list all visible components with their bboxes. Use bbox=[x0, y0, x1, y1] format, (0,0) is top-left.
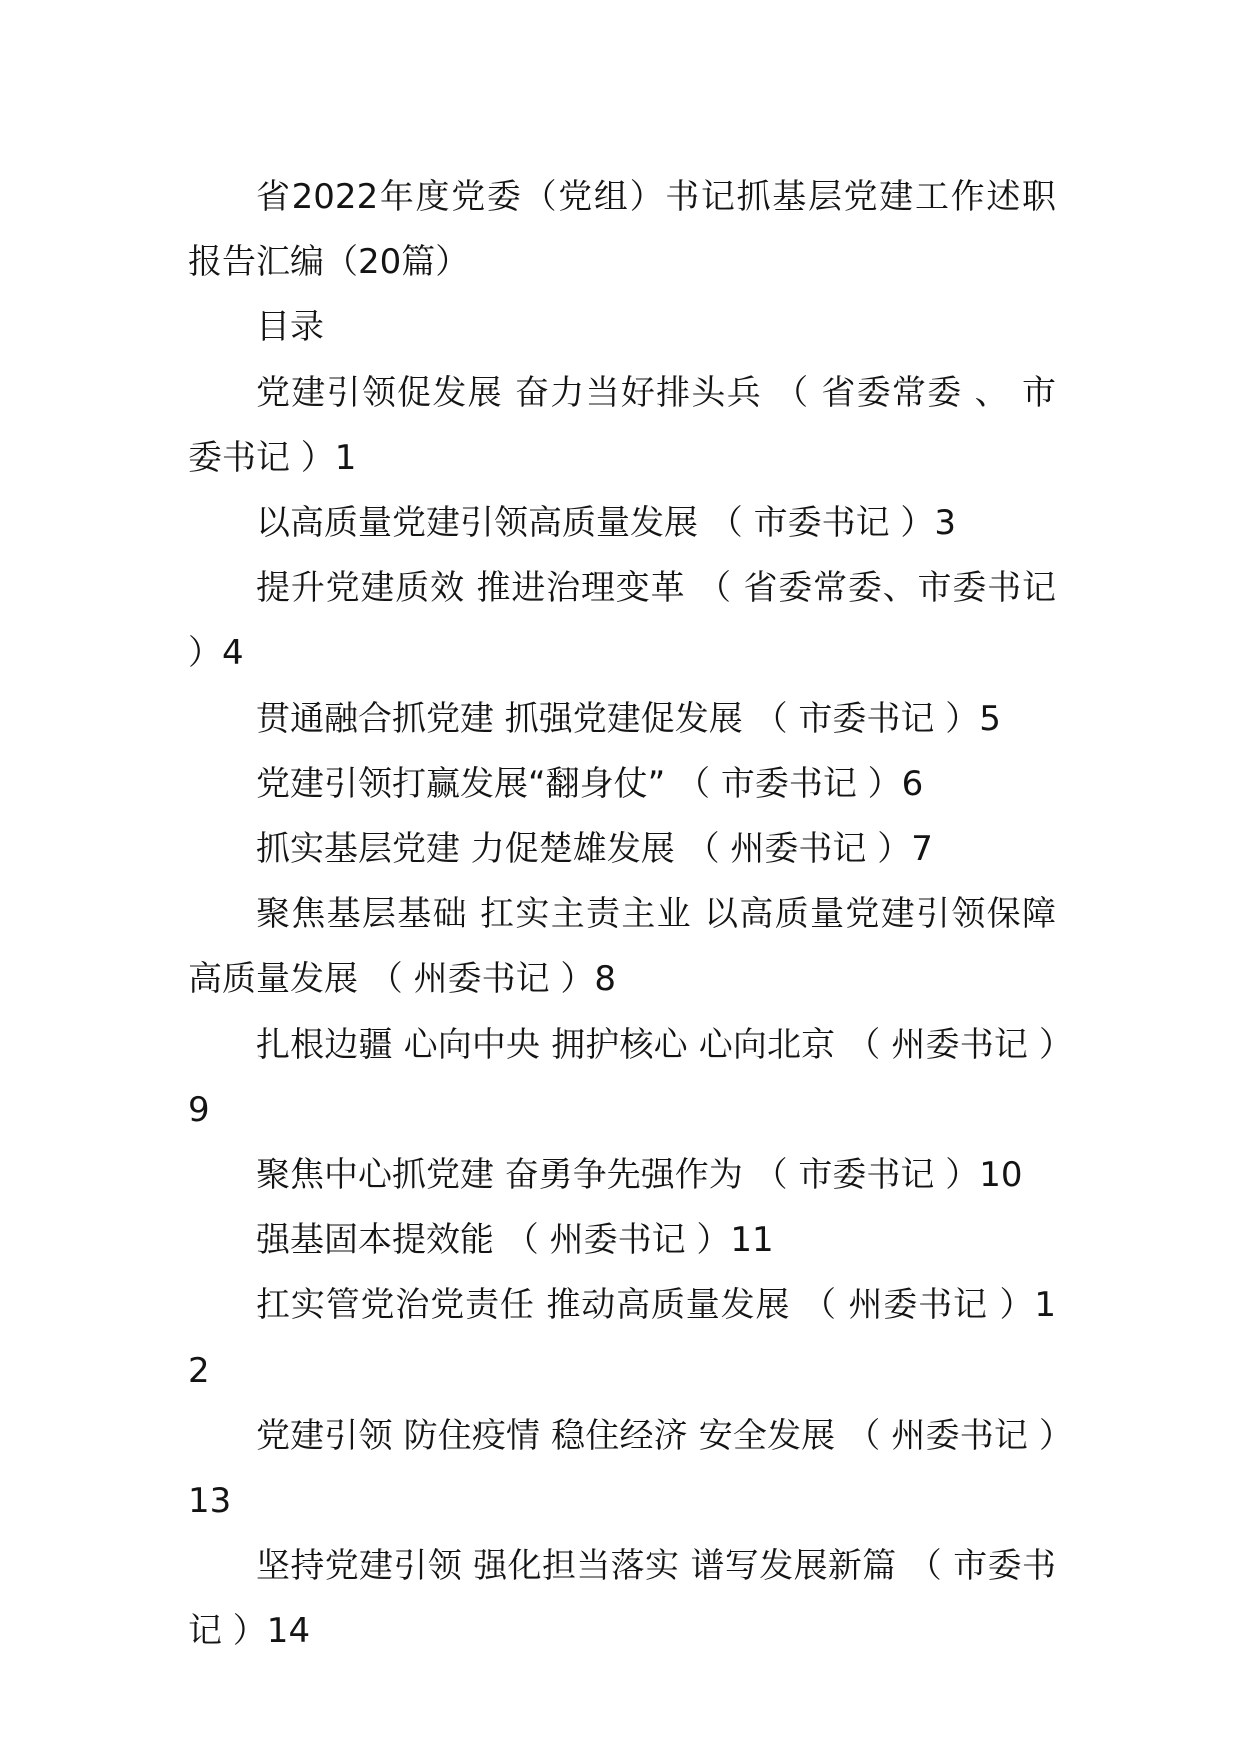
toc-entry: 党建引领促发展 奋力当好排头兵 （ 省委常委 、 市委书记 ）1 bbox=[188, 372, 1056, 478]
document-title: 省2022年度党委（党组）书记抓基层党建工作述职报告汇编（20篇） bbox=[188, 177, 1056, 283]
toc-entry: 扎根边疆 心向中央 拥护核心 心向北京 （ 州委书记 ）9 bbox=[188, 1024, 1056, 1130]
toc-entry: 以高质量党建引领高质量发展 （ 市委书记 ）3 bbox=[256, 503, 957, 544]
document-page bbox=[188, 165, 1056, 1665]
toc-heading: 目录 bbox=[256, 307, 324, 348]
toc-entry: 党建引领 防住疫情 稳住经济 安全发展 （ 州委书记 ）13 bbox=[188, 1415, 1056, 1522]
toc-entry: 提升党建质效 推进治理变革 （ 省委常委、市委书记 ）4 bbox=[188, 568, 1056, 674]
toc-entry: 聚焦基层基础 扛实主责主业 以高质量党建引领保障高质量发展 （ 州委书记 ）8 bbox=[188, 894, 1056, 1000]
toc-entry: 抓实基层党建 力促楚雄发展 （ 州委书记 ）7 bbox=[256, 829, 933, 870]
toc-entry: 强基固本提效能 （ 州委书记 ）11 bbox=[256, 1220, 774, 1261]
toc-entry: 扛实管党治党责任 推动高质量发展 （ 州委书记 ）12 bbox=[188, 1285, 1056, 1391]
toc-entry: 聚焦中心抓党建 奋勇争先强作为 （ 市委书记 ）10 bbox=[256, 1155, 1023, 1196]
toc-entry: 党建引领打赢发展“翻身仗” （ 市委书记 ）6 bbox=[256, 763, 924, 804]
toc-entry: 坚持党建引领 强化担当落实 谱写发展新篇 （ 市委书记 ）14 bbox=[188, 1546, 1056, 1652]
toc-entry: 贯通融合抓党建 抓强党建促发展 （ 市委书记 ）5 bbox=[256, 698, 1001, 739]
